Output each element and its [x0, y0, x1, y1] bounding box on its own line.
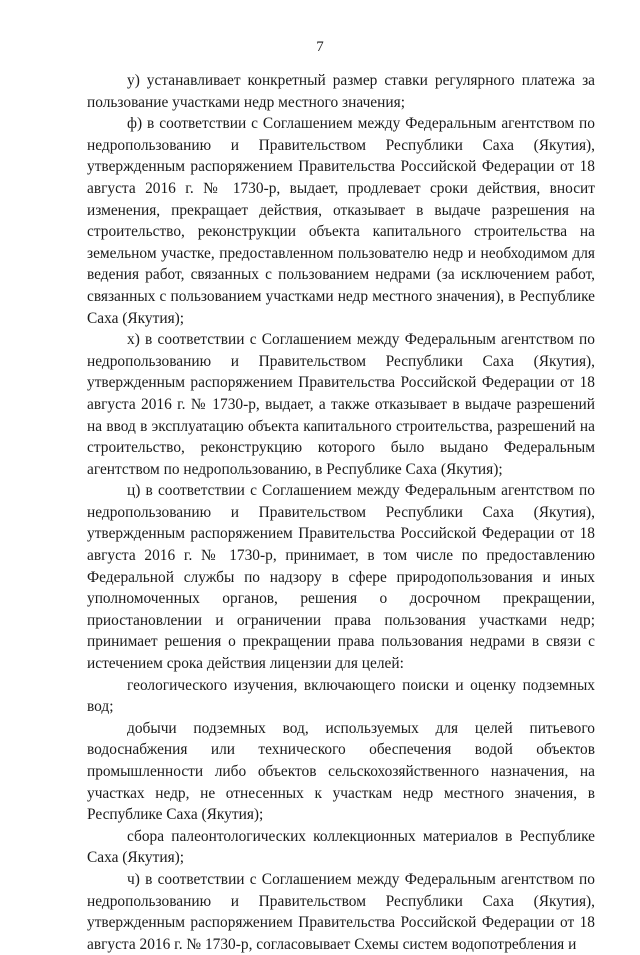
paragraph-geological-study: геологического изучения, включающего поиски и оценку подземных вод;	[87, 676, 595, 716]
document-body	[87, 70, 595, 955]
paragraph-ts: ц) в соответствии с Соглашением между Федеральным агентством по недропользованию и Правительством Республики Саха (Якутия), утвержденным распоряжением Правительства Российской Федерации от 18 августа 2016 г. № 1730-р, принимает, в том числе по предоставлению Федеральной службы по надзору в сфере природопользования и иных уполномоченных органов, решения о досрочном прекращении, приостановлении и ограничении права пользования участками недр; принимает решения о прекращении права пользования недрами в связи с истечением срока действия лицензии для целей:	[87, 482, 595, 673]
paragraph-kh: х) в соответствии с Соглашением между Федеральным агентством по недропользованию и Правительством Республики Саха (Якутия), утвержденным распоряжением Правительства Российской Федерации от 18 августа 2016 г. № 1730-р, выдает, а также отказывает в выдаче разрешений на ввод в эксплуатацию объекта капитального строительства, разрешений на строительство, реконструкцию которого было выдано Федеральным агентством по недропользованию, в Республике Саха (Якутия);	[87, 331, 595, 478]
page-number: 7	[316, 39, 324, 55]
paragraph-f: ф) в соответствии с Соглашением между Федеральным агентством по недропользованию и Правительством Республики Саха (Якутия), утвержденным распоряжением Правительства Российской Федерации от 18 августа 2016 г. № 1730-р, выдает, продлевает сроки действия, вносит изменения, прекращает действия, отказывает в выдаче разрешения на строительство, реконструкции объекта капитального строительства на земельном участке, предоставленном пользователю недр и необходимом для ведения работ, связанных с пользованием недрами (за исключением работ, связанных с пользованием участками недр местного значения), в Республике Саха (Якутия);	[87, 115, 595, 327]
paragraph-u: у) устанавливает конкретный размер ставки регулярного платежа за пользование участками недр местного значения;	[87, 72, 595, 111]
paragraph-ch: ч) в соответствии с Соглашением между Федеральным агентством по недропользованию и Правительством Республики Саха (Якутия), утвержденным распоряжением Правительства Российской Федерации от 18 августа 2016 г. № 1730-р, согласовывает Схемы систем водопотребления и	[87, 870, 595, 953]
paragraph-paleontological-collection: сбора палеонтологических коллекционных материалов в Республике Саха (Якутия);	[87, 827, 595, 867]
paragraph-groundwater-extraction: добычи подземных вод, используемых для целей питьевого водоснабжения или технического обеспечения водой объектов промышленности либо объектов сельскохозяйственного назначения, на участках недр, не отнесенных к участкам недр местного значения, в Республике Саха (Якутия);	[87, 719, 595, 824]
